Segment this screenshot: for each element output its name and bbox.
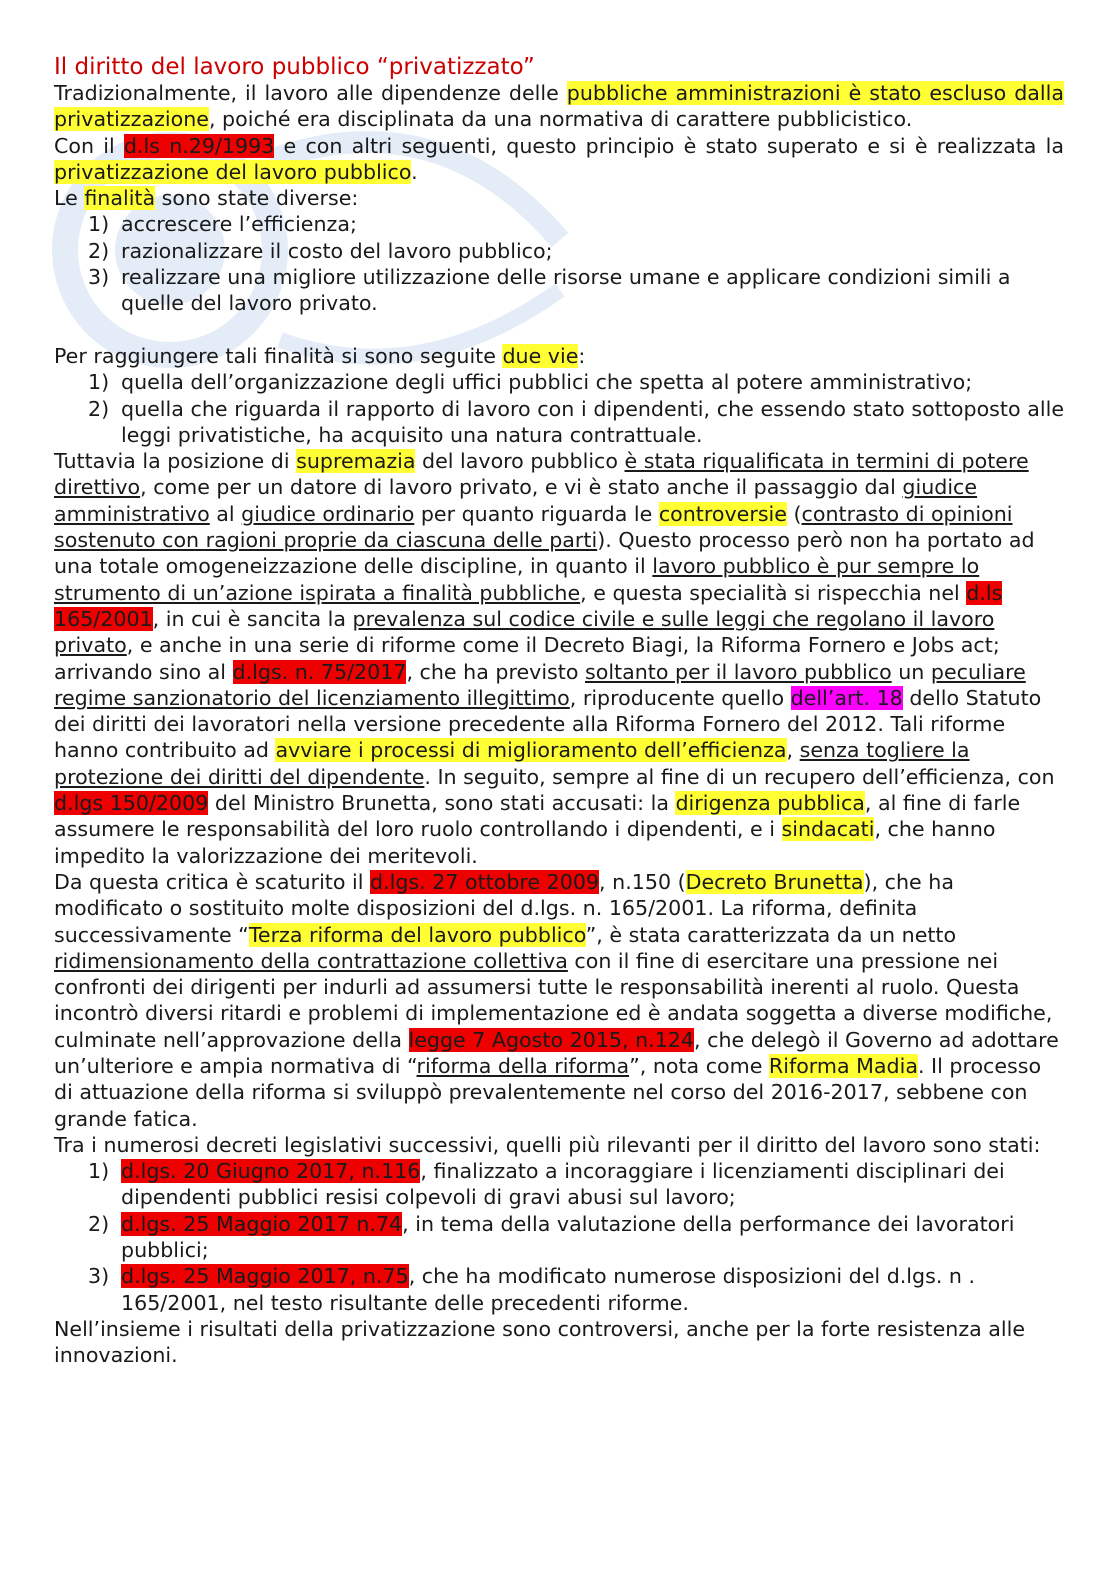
highlight: privatizzazione del lavoro pubblico [54,159,412,184]
highlight: pubbliche amministrazioni è stato escluso dalla privatizzazione [54,81,1064,132]
document-page [54,54,1064,1369]
paragraph-intro: Tradizionalmente, il lavoro alle dipendenze delle pubbliche amministrazioni è stato escluso dalla privatizzazione, poiché era disciplinata da una normativa di carattere pubblicistico. [54,81,1064,132]
law-reference: legge 7 Agosto 2015, n.124 [408,1027,695,1052]
paragraph-supremazia: Tuttavia la posizione di supremazia del lavoro pubblico è stata riqualificata in termini di potere direttivo, come per un datore di lavoro privato, e vi è stato anche il passaggio dal giudice amministrativo al giudice ordinario per quanto riguarda le controversie (contrasto di opinioni sostenuto con ragioni proprie da ciascuna delle parti). Questo processo però non ha portato ad una totale omogeneizzazione delle discipline, in quanto il lavoro pubblico è pur sempre lo strumento di un’azione ispirata a finalità pubbliche, e questa specialità si rispecchia nel d.ls 165/2001, in cui è sancita la prevalenza sul codice civile e sulle leggi che regolano il lavoro privato, e anche in una serie di riforme come il Decreto Biagi, la Riforma Fornero e Jobs act; arrivando sino al d.lgs. n. 75/2017, che ha previsto soltanto per il lavoro pubblico un peculiare regime sanzionatorio del licenziamento illegittimo, riproducente quello dell’art. 18 dello Statuto dei diritti dei lavoratori nella versione precedente alla Riforma Fornero del 2012. Tali riforme hanno contribuito ad avviare i processi di miglioramento dell’efficienza, senza togliere la protezione dei diritti del dipendente. In seguito, sempre al fine di un recupero dell’efficienza, con d.lgs 150/2009 del Ministro Brunetta, sono stati accusati: la dirigenza pubblica, al fine di farle assumere le responsabilità del loro ruolo controllando i dipendenti, e i sindacati, che hanno impedito la valorizzazione dei meritevoli. [54,449,1055,868]
list-item: 1) quella dell’organizzazione degli uffici pubblici che spetta al potere amministrativo; [88,370,973,395]
list-item: 3) realizzare una migliore utilizzazione delle risorse umane e applicare condizioni simili a quelle del lavoro privato. [88,265,1011,316]
list-item: 1) d.lgs. 20 Giugno 2017, n.116, finalizzato a incoraggiare i licenziamenti disciplinari dei dipendenti pubblici resisi colpevoli di gravi abusi sul lavoro; [88,1159,1005,1210]
law-reference: d.ls n.29/1993 [123,133,275,158]
paragraph-brunetta: Da questa critica è scaturito il d.lgs. 27 ottobre 2009, n.150 (Decreto Brunetta), che ha modificato o sostituito molte disposizioni del d.lgs. n. 165/2001. La riforma, definita successivamente “Terza riforma del lavoro pubblico”, è stata caratterizzata da un netto ridimensionamento della contrattazione collettiva con il fine di esercitare una pressione nei confronti dei dirigenti per indurli ad assumersi tutte le responsabilità inerenti al ruolo. Questa incontrò diversi ritardi e problemi di implementazione ed è andata soggetta a diverse modifiche, culminate nell’approvazione della legge 7 Agosto 2015, n.124, che delegò il Governo ad adottare un’ulteriore e ampia normativa di “riforma della riforma”, nota come Riforma Madia. Il processo di attuazione della riforma si sviluppò prevalentemente nel corso del 2016-2017, sebbene con grande fatica. [54,869,1059,1131]
list-decreti [54,1158,1064,1316]
law-reference: d.lgs. 27 ottobre 2009 [370,869,600,894]
list-item: 2) quella che riguarda il rapporto di lavoro con i dipendenti, che essendo stato sottoposto alle leggi privatistiche, ha acquisito una natura contrattuale. [88,396,1064,447]
highlight: finalità [84,186,156,211]
list-finalita [54,211,1064,316]
list-item: 1) accrescere l’efficienza; [88,212,357,237]
paragraph-law-1993: Con il d.ls n.29/1993 e con altri seguenti, questo principio è stato superato e si è realizzata la privatizzazione del lavoro pubblico. [54,133,1064,184]
law-reference: d.lgs 150/2009 [54,791,209,816]
highlight: due vie [502,343,579,368]
law-reference: d.lgs. 25 Maggio 2017, n.75 [121,1264,409,1289]
law-reference: d.lgs. 25 Maggio 2017 n.74 [121,1211,403,1236]
list-item: 2) razionalizzare il costo del lavoro pubblico; [88,238,553,263]
article-reference: dell’art. 18 [790,685,903,710]
paragraph-finalita: Le finalità sono state diverse: [54,186,359,211]
list-item: 3) d.lgs. 25 Maggio 2017, n.75, che ha modificato numerose disposizioni del d.lgs. n . 165/2001, nel testo risultante delle precedenti riforme. [88,1264,976,1315]
paragraph-due-vie: Per raggiungere tali finalità si sono seguite due vie: [54,343,586,368]
page-title: Il diritto del lavoro pubblico “privatizzato” [54,54,535,80]
paragraph-conclusion: Nell’insieme i risultati della privatizzazione sono controversi, anche per la forte resistenza alle innovazioni. [54,1316,1026,1368]
paragraph-decreti: Tra i numerosi decreti legislativi successivi, quelli più rilevanti per il diritto del lavoro sono stati: [54,1132,1041,1157]
list-item: 2) d.lgs. 25 Maggio 2017 n.74, in tema della valutazione della performance dei lavoratori pubblici; [88,1211,1015,1263]
law-reference: d.lgs. n. 75/2017 [232,659,407,684]
list-vie [54,369,1064,448]
law-reference: d.ls 165/2001 [54,580,1003,631]
law-reference: d.lgs. 20 Giugno 2017, n.116 [121,1159,421,1184]
